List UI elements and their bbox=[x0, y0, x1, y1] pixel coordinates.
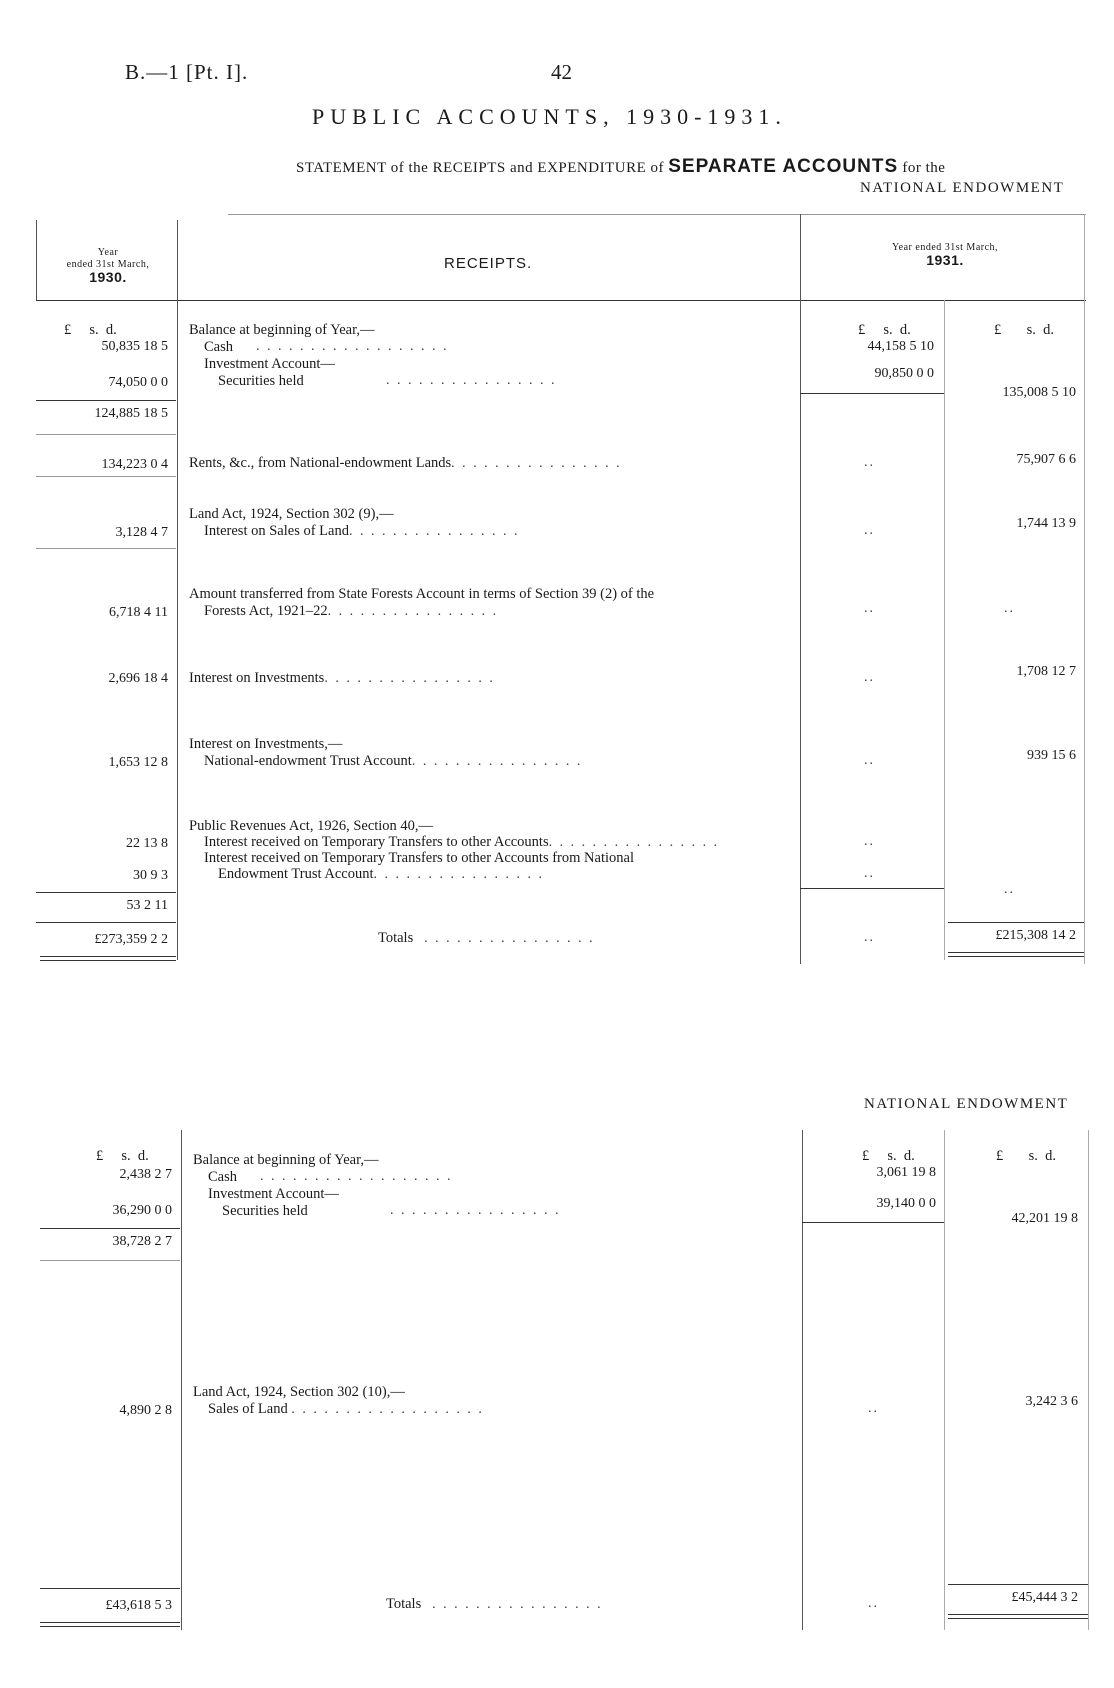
temp-from-line2: Endowment Trust Account. . . . . . . . . . . . . . . . bbox=[218, 866, 544, 882]
s2-totals-label: Totals . . . . . . . . . . . . . . . . bbox=[386, 1596, 603, 1612]
rents-bottom-rule bbox=[36, 476, 176, 477]
cur-rents-inner-leader: .. bbox=[864, 455, 875, 470]
cur-balance-total: 135,008 5 10 bbox=[1002, 385, 1076, 400]
trust-interest-line2: National-endowment Trust Account. . . . . . . . . . . . . . . . bbox=[204, 753, 583, 769]
prev-year-line2: ended 31st March, bbox=[66, 259, 150, 270]
cur-land-interest-inner-leader: .. bbox=[864, 523, 875, 538]
s2-prev-totals-underline-1 bbox=[40, 1622, 180, 1623]
s2-prev-balance-bottom-rule bbox=[40, 1260, 180, 1261]
s2-col-divider-3 bbox=[944, 1130, 945, 1630]
cur-rents-value: 75,907 6 6 bbox=[1016, 452, 1076, 467]
prev-cash-value: 50,835 18 5 bbox=[101, 339, 168, 354]
land-interest-rule bbox=[36, 548, 176, 549]
s2-cur-cash-value: 3,061 19 8 bbox=[876, 1165, 936, 1180]
cur-temp-rule bbox=[800, 888, 944, 889]
cur-totals-inner-leader: .. bbox=[864, 930, 875, 945]
statement-heading bbox=[296, 156, 945, 178]
s2-cur-outer-currency-header: £ s. d. bbox=[996, 1148, 1057, 1164]
rents-top-rule bbox=[36, 434, 176, 435]
pra-label: Public Revenues Act, 1926, Section 40,— bbox=[189, 818, 434, 834]
cur-totals-value: £215,308 14 2 bbox=[995, 928, 1076, 943]
cur-forests-outer-leader: .. bbox=[1004, 601, 1015, 616]
cur-year-header bbox=[805, 242, 1085, 266]
totals-label: Totals . . . . . . . . . . . . . . . . bbox=[378, 930, 595, 946]
s2-col-divider-2 bbox=[802, 1130, 803, 1630]
s2-cur-balance-rule bbox=[802, 1222, 944, 1223]
securities-leaders: . . . . . . . . . . . . . . . . bbox=[386, 373, 557, 388]
cur-totals-top-rule bbox=[948, 922, 1084, 923]
cash-leaders: . . . . . . . . . . . . . . . . . . bbox=[256, 339, 449, 354]
prev-currency-header: £ s. d. bbox=[64, 322, 117, 338]
prev-balance-total: 124,885 18 5 bbox=[94, 406, 168, 421]
s2-cur-totals-top-rule bbox=[948, 1584, 1088, 1585]
header-bottom-rule bbox=[36, 300, 1086, 301]
s2-securities-leaders: . . . . . . . . . . . . . . . . bbox=[390, 1203, 561, 1218]
prev-year-line1: Year bbox=[97, 247, 119, 258]
trust-interest-line1: Interest on Investments,— bbox=[189, 736, 343, 752]
prev-totals-underline-2 bbox=[40, 960, 176, 961]
investment-label: Investment Account— bbox=[204, 356, 335, 372]
rents-label: Rents, &c., from National-endowment Lands. . . . . . . . . . . . . . . . bbox=[189, 455, 622, 471]
s2-cur-totals-inner-leader: .. bbox=[868, 1596, 879, 1611]
s2-cur-land-sales-value: 3,242 3 6 bbox=[1025, 1394, 1078, 1409]
prev-interest-investments-value: 2,696 18 4 bbox=[108, 671, 168, 686]
balance-label: Balance at beginning of Year,— bbox=[189, 322, 375, 338]
s2-investment-label: Investment Account— bbox=[208, 1186, 339, 1202]
cur-temp-from-leader: .. bbox=[864, 866, 875, 881]
temp-other-label: Interest received on Temporary Transfers to other Accounts. . . . . . . . . . . . . . . . bbox=[204, 834, 720, 850]
s2-prev-securities-value: 36,290 0 0 bbox=[112, 1203, 172, 1218]
s2-cur-securities-value: 39,140 0 0 bbox=[876, 1196, 936, 1211]
cur-interest-investments-inner-leader: .. bbox=[864, 670, 875, 685]
statement-post: for the bbox=[902, 160, 946, 176]
prev-balance-rule bbox=[36, 400, 176, 401]
prev-rents-value: 134,223 0 4 bbox=[101, 457, 168, 472]
prev-temp-from-value: 30 9 3 bbox=[133, 868, 168, 883]
prev-temp-total: 53 2 11 bbox=[126, 898, 168, 913]
prev-forests-value: 6,718 4 11 bbox=[109, 605, 168, 620]
prev-land-interest-value: 3,128 4 7 bbox=[115, 525, 168, 540]
section1-subtitle: NATIONAL ENDOWMENT bbox=[860, 180, 1065, 196]
page-number: 42 bbox=[551, 60, 572, 84]
cur-temp-outer-leader: .. bbox=[1004, 882, 1015, 897]
cur-securities-value: 90,850 0 0 bbox=[874, 366, 934, 381]
cur-totals-underline-2 bbox=[948, 956, 1084, 957]
forests-line1: Amount transferred from State Forests Account in terms of Section 39 (2) of the bbox=[189, 586, 655, 602]
cur-land-interest-value: 1,744 13 9 bbox=[1016, 516, 1076, 531]
s2-prev-balance-total: 38,728 2 7 bbox=[112, 1234, 172, 1249]
s2-prev-land-sales-value: 4,890 2 8 bbox=[119, 1403, 172, 1418]
prev-temp-rule bbox=[36, 892, 176, 893]
prev-totals-value: £273,359 2 2 bbox=[94, 932, 168, 947]
s2-land-act-label: Land Act, 1924, Section 302 (10),— bbox=[193, 1384, 405, 1400]
cur-year-value: 1931. bbox=[926, 252, 964, 268]
cur-trust-interest-inner-leader: .. bbox=[864, 753, 875, 768]
land-interest-label: Interest on Sales of Land. . . . . . . . . . . . . . . . bbox=[204, 523, 520, 539]
cur-totals-underline-1 bbox=[948, 952, 1084, 953]
prev-year-value: 1930. bbox=[89, 269, 127, 285]
table-top-rule bbox=[228, 214, 1086, 215]
s2-right-frame-rule bbox=[1088, 1130, 1089, 1630]
cur-forests-inner-leader: .. bbox=[864, 601, 875, 616]
cur-balance-rule bbox=[800, 393, 944, 394]
col-divider-1 bbox=[177, 220, 178, 960]
s2-prev-balance-rule bbox=[40, 1228, 180, 1229]
cur-inner-currency-header: £ s. d. bbox=[858, 322, 911, 338]
statement-pre: STATEMENT of the RECEIPTS and EXPENDITURE of bbox=[296, 160, 664, 176]
prev-temp-other-value: 22 13 8 bbox=[126, 836, 168, 851]
s2-cur-balance-total: 42,201 19 8 bbox=[1011, 1211, 1078, 1226]
page-title: PUBLIC ACCOUNTS, 1930-1931. bbox=[312, 104, 787, 129]
cash-label: Cash bbox=[204, 339, 233, 355]
s2-cur-totals-underline-2 bbox=[948, 1618, 1088, 1619]
s2-prev-totals-underline-2 bbox=[40, 1626, 180, 1627]
temp-from-line1: Interest received on Temporary Transfers to other Accounts from National bbox=[204, 850, 634, 866]
s2-cash-label: Cash bbox=[208, 1169, 237, 1185]
s2-cash-leaders: . . . . . . . . . . . . . . . . . . bbox=[260, 1169, 453, 1184]
interest-investments-label: Interest on Investments. . . . . . . . . . . . . . . . bbox=[189, 670, 495, 686]
col-divider-2 bbox=[800, 214, 801, 964]
receipts-header: RECEIPTS. bbox=[444, 255, 533, 272]
prev-totals-top-rule bbox=[36, 922, 176, 923]
s2-prev-totals-top-rule bbox=[40, 1588, 180, 1589]
right-frame-rule bbox=[1084, 214, 1085, 964]
s2-prev-cash-value: 2,438 2 7 bbox=[119, 1167, 172, 1182]
s2-prev-currency-header: £ s. d. bbox=[96, 1148, 149, 1164]
forests-line2: Forests Act, 1921–22. . . . . . . . . . . . . . . . bbox=[204, 603, 499, 619]
securities-label: Securities held bbox=[218, 373, 304, 389]
s2-land-sales-label: Sales of Land . . . . . . . . . . . . . . . . . . bbox=[208, 1401, 484, 1417]
page-reference: B.—1 [Pt. I]. bbox=[125, 60, 249, 84]
cur-year-line1: Year ended 31st March, bbox=[891, 242, 999, 253]
s2-prev-totals-value: £43,618 5 3 bbox=[105, 1598, 172, 1613]
col-divider-3 bbox=[944, 300, 945, 960]
prev-trust-interest-value: 1,653 12 8 bbox=[108, 755, 168, 770]
s2-cur-inner-currency-header: £ s. d. bbox=[862, 1148, 915, 1164]
prev-securities-value: 74,050 0 0 bbox=[108, 375, 168, 390]
prev-totals-underline-1 bbox=[40, 956, 176, 957]
statement-bold: SEPARATE ACCOUNTS bbox=[668, 156, 899, 177]
prev-year-header bbox=[40, 247, 176, 283]
cur-outer-currency-header: £ s. d. bbox=[994, 322, 1055, 338]
s2-securities-label: Securities held bbox=[222, 1203, 308, 1219]
s2-balance-label: Balance at beginning of Year,— bbox=[193, 1152, 379, 1168]
cur-trust-interest-value: 939 15 6 bbox=[1027, 748, 1076, 763]
s2-cur-land-sales-inner-leader: .. bbox=[868, 1401, 879, 1416]
s2-cur-totals-underline-1 bbox=[948, 1614, 1088, 1615]
cur-temp-other-leader: .. bbox=[864, 834, 875, 849]
s2-cur-totals-value: £45,444 3 2 bbox=[1011, 1590, 1078, 1605]
s2-col-divider-1 bbox=[181, 1130, 182, 1630]
cur-interest-investments-value: 1,708 12 7 bbox=[1016, 664, 1076, 679]
left-frame-rule bbox=[36, 220, 37, 300]
cur-cash-value: 44,158 5 10 bbox=[867, 339, 934, 354]
land-act-label: Land Act, 1924, Section 302 (9),— bbox=[189, 506, 394, 522]
section2-subtitle: NATIONAL ENDOWMENT bbox=[864, 1096, 1069, 1112]
